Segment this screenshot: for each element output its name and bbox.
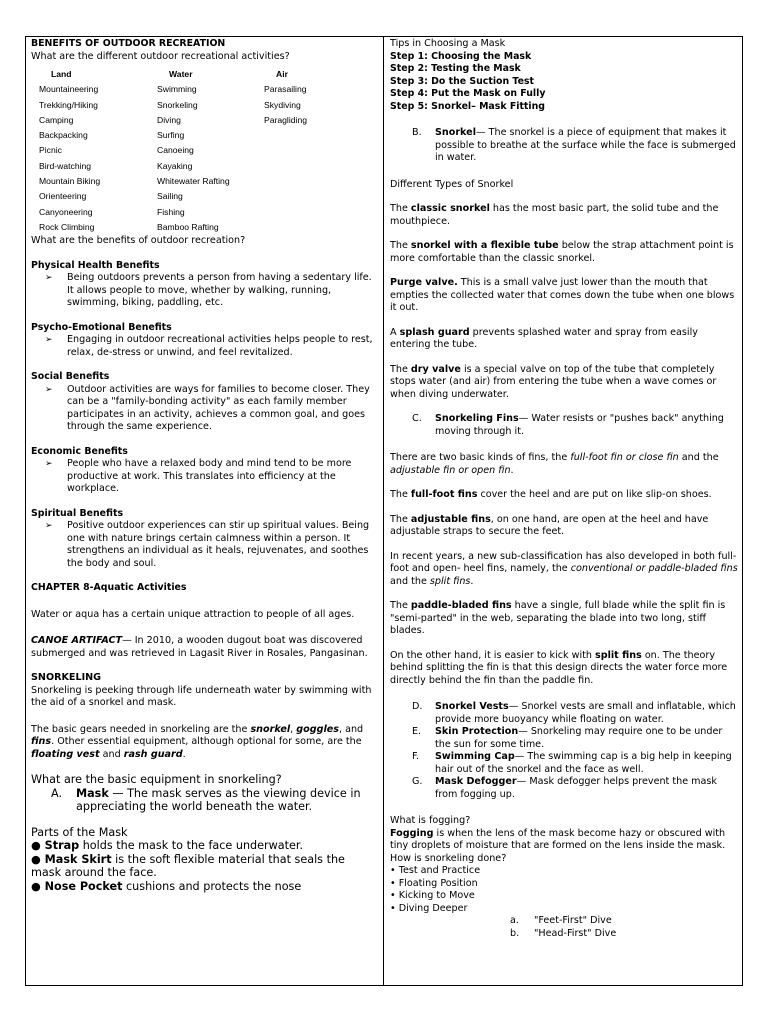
list-marker: D.	[412, 701, 423, 712]
dot-bullet-icon: ●	[31, 852, 41, 866]
benefit-title: Psycho-Emotional Benefits	[31, 321, 172, 333]
fins-label: Snorkeling Fins	[435, 413, 519, 424]
how-item: • Floating Position	[390, 877, 478, 889]
benefit-item	[31, 384, 377, 434]
activity-land: Canyoneering	[39, 206, 93, 217]
question-equipment: What are the basic equipment in snorkeling?	[31, 773, 282, 787]
step-item: Step 4: Put the Mask on Fully	[390, 88, 546, 99]
benefit-text: Outdoor activities are ways for families to become closer. They can be a "family-bonding activity" as each family member participates in an activity, achieves a common goal, and goes through the same experience.	[67, 383, 370, 433]
bullet-icon: •	[390, 877, 396, 889]
activity-land: Bird-watching	[39, 160, 92, 171]
activity-water: Canoeing	[157, 145, 194, 156]
gears-paragraph: The basic gears needed in snorkeling are the snorkel, goggles, and fins. Other essential equipment, although optional for some, are the floating vest and rash guard.	[31, 723, 364, 760]
classic-paragraph: The classic snorkel has the most basic part, the solid tube and the mouthpiece.	[390, 203, 719, 227]
snorkel-text: — The snorkel is a piece of equipment that makes it possible to breathe at the surface while the face is submerged in water.	[435, 127, 736, 163]
activities-table	[31, 67, 377, 235]
benefit-text: Engaging in outdoor recreational activities helps people to rest, relax, de-stress or unwind, and feel revitalized.	[67, 334, 373, 358]
how-item: • Diving Deeper	[390, 902, 468, 914]
step-item: Step 1: Choosing the Mask	[390, 50, 532, 62]
activity-water: Whitewater Rafting	[157, 176, 230, 187]
tips-title: Tips in Choosing a Mask	[390, 38, 506, 49]
benefit-title: Economic Benefits	[31, 445, 128, 457]
recent-paragraph: In recent years, a new sub-classification has also developed in both full-foot and open- heel fins, namely, the conventional or paddle-bladed fins and the split fins.	[390, 550, 738, 587]
canoe-label: CANOE ARTIFACT	[31, 635, 123, 647]
activity-water: Snorkeling	[157, 99, 198, 110]
column-divider	[383, 36, 384, 986]
arrow-bullet-icon: ➢	[45, 335, 53, 346]
activity-water: Bamboo Rafting	[157, 221, 219, 232]
dive-item: a. "Feet-First" Dive	[510, 915, 612, 926]
flexible-paragraph: The snorkel with a flexible tube below the strap attachment point is more comfortable than the classic snorkel.	[390, 240, 734, 264]
step-item: Step 2: Testing the Mask	[390, 63, 521, 74]
list-marker: C.	[412, 413, 422, 424]
extra-item: E. Skin Protection— Snorkeling may require one to be under the sun for some time.	[412, 726, 723, 750]
part-item: ● Strap holds the mask to the face underwater.	[31, 839, 304, 853]
fog-question: What is fogging?	[390, 815, 471, 826]
parts-title: Parts of the Mask	[31, 825, 128, 839]
activity-land: Trekking/Hiking	[39, 99, 98, 110]
activity-air: Skydiving	[264, 99, 301, 110]
section-title: BENEFITS OF OUTDOOR RECREATION	[31, 38, 226, 49]
benefit-item	[31, 520, 377, 570]
activity-land: Camping	[39, 114, 74, 125]
list-marker: A.	[51, 786, 63, 800]
extra-item: F. Swimming Cap— The swimming cap is a big help in keeping hair out of the snorkel and the face as well.	[412, 751, 732, 775]
activity-land: Backpacking	[39, 130, 88, 141]
canoe-text: — In 2010, a wooden dugout boat was discovered submerged and was retrieved in Lagasit River in Rosales, Pangasinan.	[31, 635, 368, 659]
part-item: ● Nose Pocket cushions and protects the nose	[31, 879, 302, 893]
dry-paragraph: The dry valve is a special valve on top of the tube that completely stops water (and air) from entering the tube when a wave comes or when diving underwater.	[390, 363, 717, 400]
header-water: Water	[169, 69, 193, 79]
activity-water: Fishing	[157, 206, 185, 217]
mask-item	[31, 787, 377, 814]
activity-land: Picnic	[39, 145, 62, 156]
fins-text: — Water resists or "pushes back" anything moving through it.	[435, 413, 724, 437]
snorkel-item	[390, 127, 738, 165]
how-question: How is snorkeling done?	[390, 852, 507, 864]
chapter-intro: Water or aqua has a certain unique attraction to people of all ages.	[31, 608, 355, 620]
bullet-icon: •	[390, 865, 396, 876]
list-marker: G.	[412, 776, 423, 787]
header-land: Land	[51, 69, 72, 79]
benefit-title: Social Benefits	[31, 371, 110, 383]
activity-water: Swimming	[157, 84, 197, 95]
arrow-bullet-icon: ➢	[45, 384, 53, 395]
fins-item	[390, 413, 738, 438]
split-paragraph: On the other hand, it is easier to kick with split fins on. The theory behind splitting the fin is that this design directs the water force more directly behind the fin than the paddle fin.	[390, 649, 728, 686]
bullet-icon: •	[390, 902, 396, 914]
activity-air: Paragliding	[264, 114, 307, 125]
arrow-bullet-icon: ➢	[45, 459, 53, 470]
bullet-icon: •	[390, 890, 396, 901]
part-item: ● Mask Skirt is the soft flexible material that seals the mask around the face.	[31, 852, 345, 880]
arrow-bullet-icon: ➢	[45, 273, 53, 284]
header-air: Air	[276, 69, 288, 79]
activity-water: Sailing	[157, 191, 183, 202]
activity-water: Diving	[157, 114, 181, 125]
activity-air: Parasailing	[264, 84, 307, 95]
question-benefits: What are the benefits of outdoor recreation?	[31, 235, 246, 247]
benefit-text: Positive outdoor experiences can stir up spiritual values. Being one with nature brings certain calmness within a person. It strengthens an individual as it heals, rejuvenates, and soothes the body and soul.	[67, 520, 370, 569]
benefit-item	[31, 334, 377, 359]
activity-land: Rock Climbing	[39, 221, 95, 232]
fog-paragraph: Fogging is when the lens of the mask become hazy or obscured with tiny droplets of moisture that are formed on the lens inside the mask.	[390, 827, 726, 851]
activity-land: Orienteering	[39, 191, 87, 202]
benefit-item	[31, 458, 377, 496]
question-activities: What are the different outdoor recreational activities?	[31, 50, 290, 62]
step-item: Step 5: Snorkel– Mask Fitting	[390, 100, 546, 112]
arrow-bullet-icon: ➢	[45, 521, 53, 532]
chapter-title: CHAPTER 8-Aquatic Activities	[31, 582, 187, 594]
extra-item: D. Snorkel Vests— Snorkel vests are small and inflatable, which provide more buoyancy while floating on water.	[412, 701, 736, 725]
how-item: • Test and Practice	[390, 865, 481, 876]
dot-bullet-icon: ●	[31, 879, 41, 893]
activity-water: Surfing	[157, 130, 185, 141]
fullfoot-paragraph: The full-foot fins cover the heel and are put on like slip-on shoes.	[390, 489, 712, 500]
purge-paragraph: Purge valve. This is a small valve just lower than the mouth that empties the collected water that comes down the tube when one blows it out.	[390, 277, 735, 313]
step-item: Step 3: Do the Suction Test	[390, 75, 534, 87]
activity-water: Kayaking	[157, 160, 193, 171]
fin-kinds-paragraph: There are two basic kinds of fins, the full-foot fin or close fin and the adjustable fin or open fin.	[390, 452, 719, 476]
list-marker: F.	[412, 751, 420, 762]
snorkeling-definition: Snorkeling is peeking through life underneath water by swimming with the aid of a snorkel and mask.	[31, 684, 372, 709]
snorkel-label: Snorkel	[435, 127, 476, 138]
adjustable-paragraph: The adjustable fins, on one hand, are open at the heel and have adjustable straps to secure the feet.	[390, 513, 709, 537]
benefit-title: Spiritual Benefits	[31, 507, 124, 519]
types-title: Different Types of Snorkel	[390, 178, 514, 190]
benefit-item	[31, 272, 377, 310]
activity-land: Mountain Biking	[39, 176, 101, 187]
snorkeling-heading: SNORKELING	[31, 672, 102, 684]
canoe-paragraph	[31, 635, 377, 660]
how-item: • Kicking to Move	[390, 890, 475, 901]
left-column	[31, 38, 377, 893]
activity-land: Mountaineering	[39, 84, 99, 95]
right-column	[390, 38, 738, 940]
dive-item: b. "Head-First" Dive	[510, 927, 617, 939]
benefit-text: People who have a relaxed body and mind tend to be more productive at work. This translates into efficiency at the workplace.	[67, 458, 352, 495]
extra-item: G. Mask Defogger— Mask defogger helps prevent the mask from fogging up.	[412, 776, 717, 800]
list-marker: B.	[412, 127, 422, 138]
list-marker: E.	[412, 726, 422, 737]
mask-text: — The mask serves as the viewing device in appreciating the world beneath the water.	[76, 786, 361, 814]
benefit-title: Physical Health Benefits	[31, 259, 160, 271]
paddle-paragraph: The paddle-bladed fins have a single, full blade while the split fin is "semi-parted" in the web, separating the blade into two long, stiff blades.	[390, 600, 726, 636]
dot-bullet-icon: ●	[31, 839, 41, 853]
benefit-text: Being outdoors prevents a person from having a sedentary life. It allows people to move, whether by walking, running, swimming, biking, paddling, etc.	[67, 272, 372, 309]
mask-label: Mask	[76, 786, 109, 800]
splash-paragraph: A splash guard prevents splashed water and spray from easily entering the tube.	[390, 326, 698, 350]
